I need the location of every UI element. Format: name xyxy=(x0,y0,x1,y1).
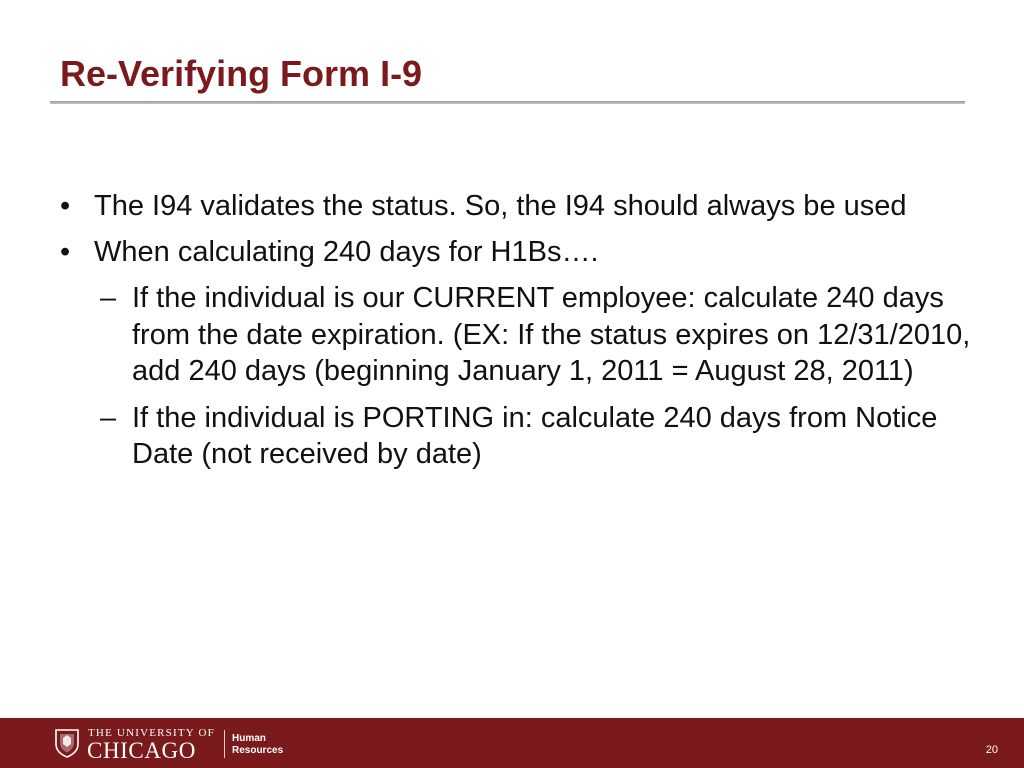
bullet-marker: • xyxy=(60,190,71,222)
university-name-line1: THE UNIVERSITY OF xyxy=(88,727,215,739)
sub-bullet-text: If the individual is our CURRENT employee: calculate 240 days from the date expiration. (EX: If the status expires on 12/31/2010, add 240 days (beginning January 1, 2011 = August 28, 2011) xyxy=(132,282,971,387)
dash-marker: – xyxy=(100,401,117,434)
department-name-line2: Resources xyxy=(232,745,284,756)
dash-marker: – xyxy=(100,282,117,314)
sub-bullet-text: If the individual is PORTING in: calculate 240 days from Notice Date (not received by date) xyxy=(132,401,938,470)
sub-bullet-item xyxy=(58,280,983,390)
bullet-marker: • xyxy=(60,236,71,268)
bullet-item xyxy=(58,234,983,270)
footer-bar xyxy=(0,718,1024,768)
department-name-line1: Human xyxy=(232,733,266,744)
bullet-item xyxy=(58,188,983,224)
sub-bullet-item xyxy=(58,400,983,473)
slide-body xyxy=(58,188,983,483)
title-divider xyxy=(50,101,965,104)
slide-title: Re-Verifying Form I-9 xyxy=(60,53,423,94)
bullet-text: When calculating 240 days for H1Bs…. xyxy=(94,236,599,268)
page-number: 20 xyxy=(985,744,998,756)
university-name-line2: CHICAGO xyxy=(87,738,196,763)
logo-divider xyxy=(224,730,225,758)
department-name xyxy=(232,733,283,757)
bullet-text: The I94 validates the status. So, the I94 should always be used xyxy=(94,190,907,222)
university-seal-icon xyxy=(54,728,80,758)
